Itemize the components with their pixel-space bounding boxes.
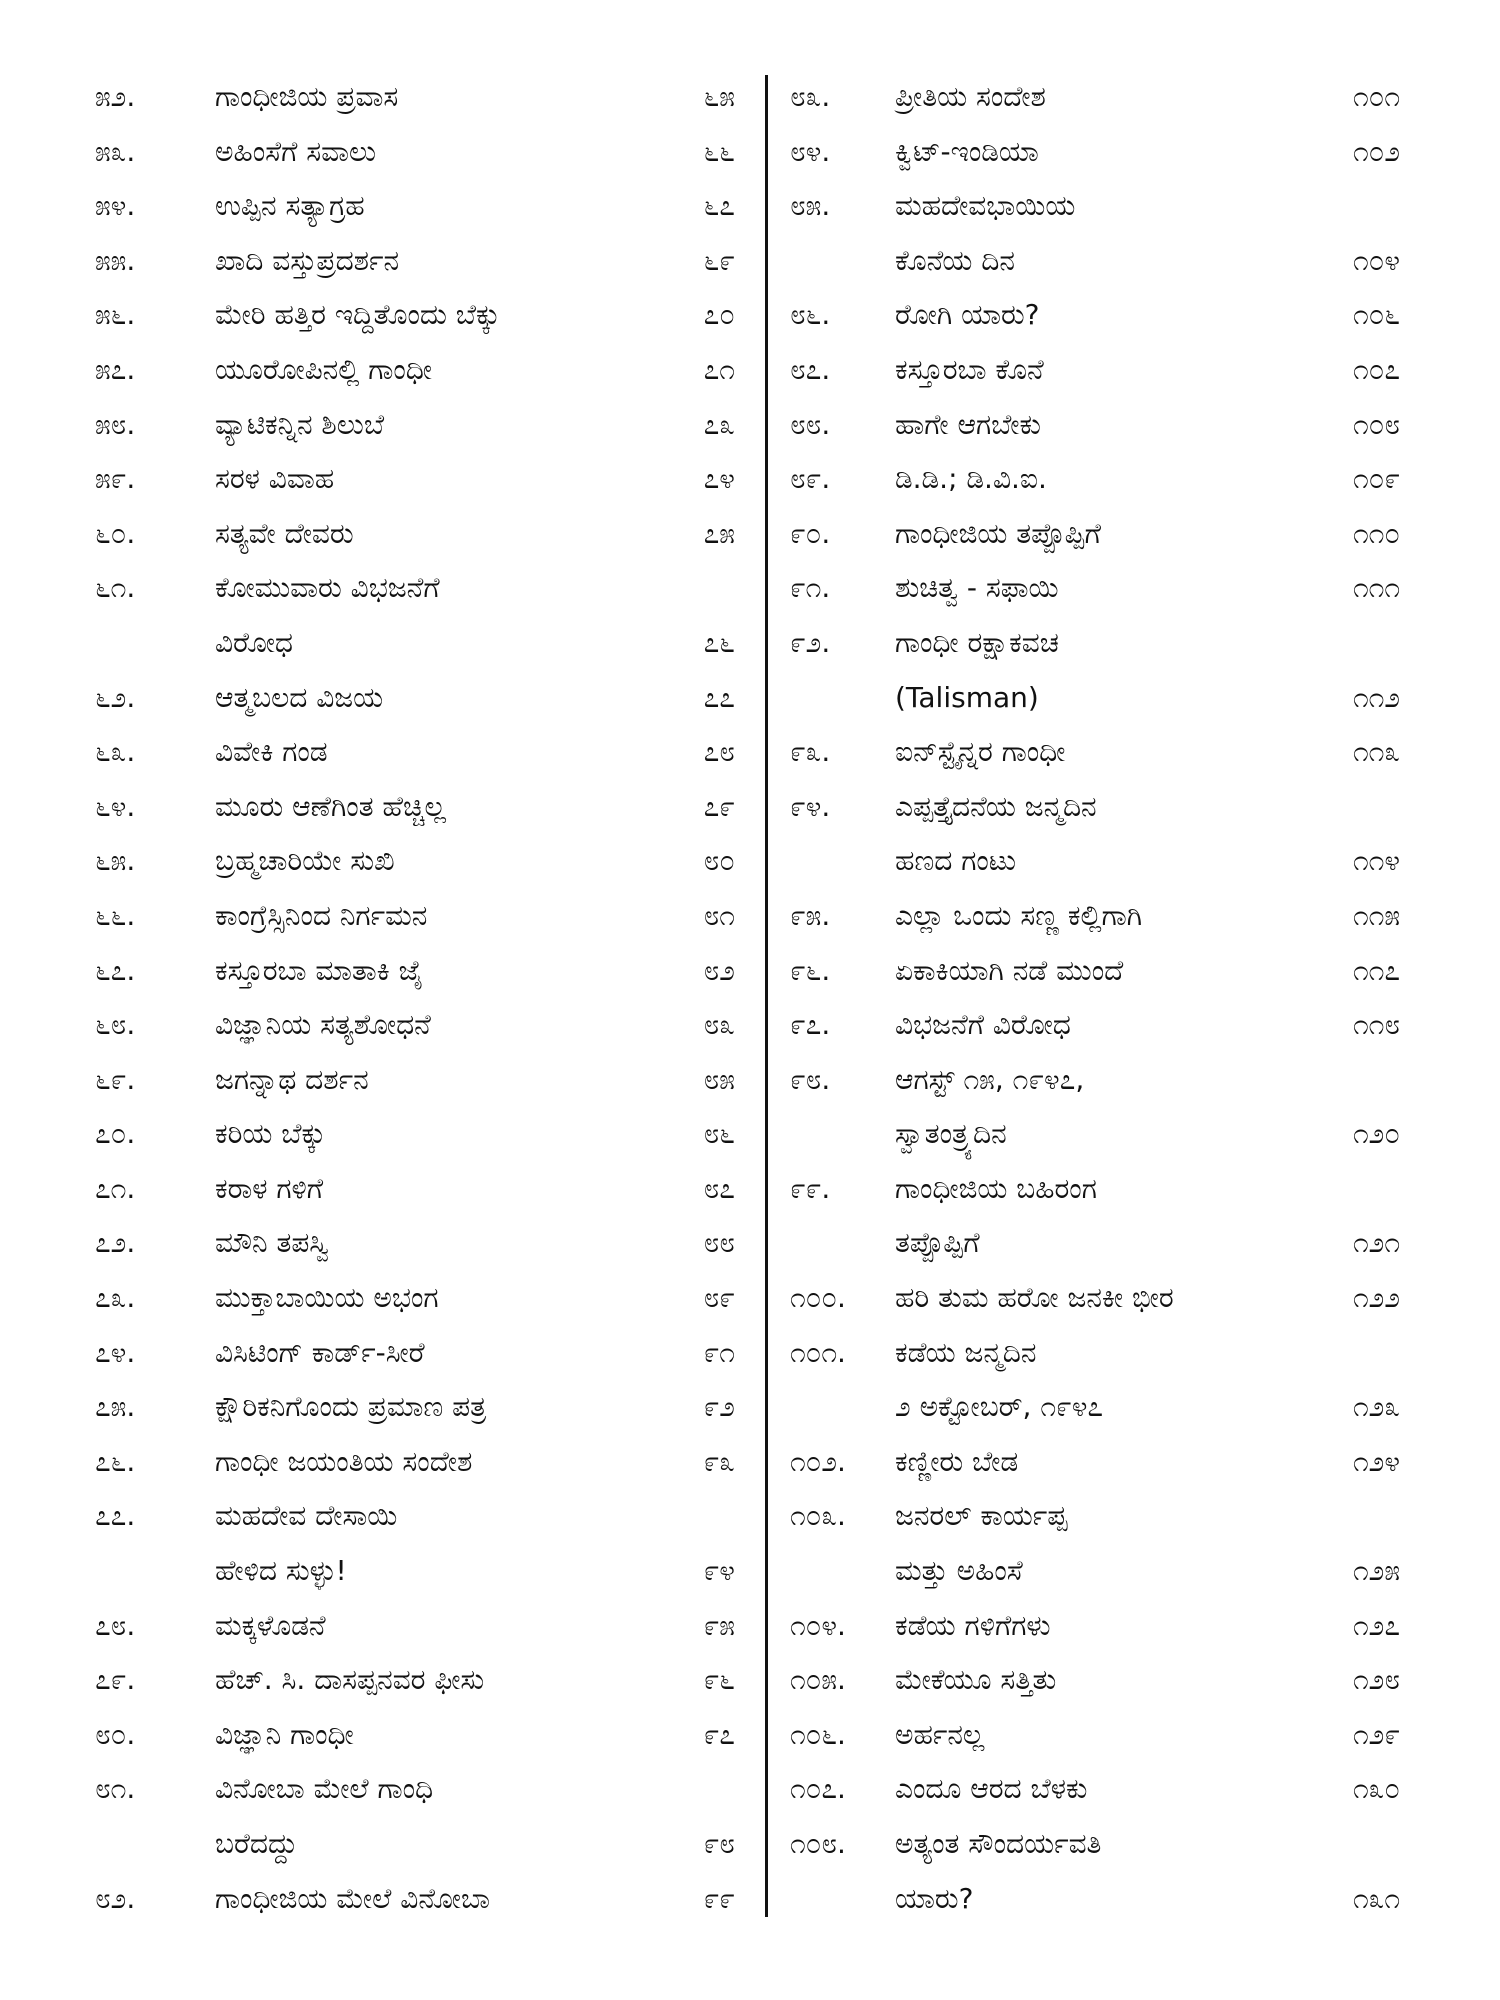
toc-entry-page: ೯೬: [703, 1663, 735, 1697]
toc-entry: [95, 452, 735, 507]
toc-entry: [95, 1053, 735, 1108]
toc-entry-page: ೯೭: [703, 1717, 735, 1751]
toc-entry: [790, 179, 1420, 234]
toc-entry: [95, 889, 735, 944]
toc-entry-title: ಉಪ್ಪಿನ ಸತ್ಯಾಗ್ರಹ: [215, 189, 365, 223]
toc-entry-number: ೭೧.: [95, 1171, 136, 1205]
toc-entry-title: ೨ ಅಕ್ಟೋಬರ್, ೧೯೪೭: [895, 1390, 1104, 1424]
toc-entry-number: ೧೦೦.: [790, 1281, 846, 1315]
toc-entry-title: ವಿಜ್ಞಾನಿ ಗಾಂಧೀ: [215, 1717, 354, 1751]
toc-entry: [790, 1489, 1420, 1544]
toc-entry: [790, 234, 1420, 289]
toc-entry-number: ೫೩.: [95, 134, 136, 168]
toc-entry-number: ೮೪.: [790, 134, 831, 168]
toc-entry-number: ೮೩.: [790, 80, 831, 113]
toc-right-column: [790, 70, 1420, 1926]
toc-entry-title: ಎಪ್ಪತ್ತೈದನೆಯ ಜನ್ಮದಿನ: [895, 789, 1097, 823]
toc-entry: [790, 1817, 1420, 1872]
toc-entry-title: ಕಸ್ತೂರಬಾ ಮಾತಾಕಿ ಜೈ: [215, 953, 424, 987]
toc-entry-page: ೧೦೪: [1352, 243, 1400, 277]
toc-entry: [95, 398, 735, 453]
toc-entry: [95, 671, 735, 726]
toc-entry-page: ೭೫: [703, 516, 735, 550]
toc-entry-page: ೧೩೧: [1352, 1881, 1400, 1915]
toc-entry-page: ೧೧೮: [1352, 1008, 1400, 1042]
toc-entry-page: ೧೧೨: [1352, 680, 1400, 714]
toc-entry-number: ೧೦೮.: [790, 1827, 846, 1860]
toc-entry-page: ೧೨೭: [1352, 1608, 1400, 1642]
toc-entry: [790, 452, 1420, 507]
toc-entry-number: ೬೨.: [95, 680, 136, 714]
toc-entry-title: ಏಕಾಕಿಯಾಗಿ ನಡೆ ಮುಂದೆ: [895, 953, 1124, 987]
toc-entry-page: ೧೨೩: [1352, 1390, 1400, 1424]
toc-entry: [790, 343, 1420, 398]
toc-entry-page: ೧೦೭: [1352, 352, 1400, 386]
toc-entry-title: ಕ್ಷೌರಿಕನಿಗೊಂದು ಪ್ರಮಾಣ ಪತ್ರ: [215, 1390, 487, 1424]
toc-entry-title: ಕಡೆಯ ಗಳಿಗೆಗಳು: [895, 1608, 1051, 1642]
toc-entry-title: ಕೊನೆಯ ದಿನ: [895, 243, 1015, 277]
toc-left-column: [95, 70, 735, 1926]
toc-entry-title: ಕಸ್ತೂರಬಾ ಕೊನೆ: [895, 352, 1044, 386]
toc-entry-page: ೮೨: [703, 953, 735, 987]
toc-entry: [790, 1053, 1420, 1108]
toc-entry-page: ೭೬: [703, 625, 735, 659]
toc-entry-page: ೬೭: [703, 189, 735, 223]
toc-entry-page: ೧೨೨: [1352, 1281, 1400, 1315]
toc-entry: [790, 1271, 1420, 1326]
toc-entry-page: ೭೦: [703, 298, 735, 332]
toc-entry: [790, 998, 1420, 1053]
toc-entry-title: ಹೆಚ್. ಸಿ. ದಾಸಪ್ಪನವರ ಫೀಸು: [215, 1663, 485, 1697]
toc-entry-number: ೯೯.: [790, 1171, 831, 1205]
toc-entry: [790, 561, 1420, 616]
toc-entry-page: ೯೨: [703, 1390, 735, 1424]
toc-entry-number: ೬೫.: [95, 844, 136, 878]
toc-entry-title: ಗಾಂಧೀ ರಕ್ಷಾಕವಚ: [895, 625, 1059, 659]
toc-entry: [95, 1162, 735, 1217]
toc-entry-title: ಶುಚಿತ್ವ - ಸಫಾಯಿ: [895, 571, 1059, 605]
toc-entry-page: ೧೦೮: [1352, 407, 1400, 441]
toc-entry-number: ೮೯.: [790, 462, 831, 496]
toc-entry-number: ೯೧.: [790, 571, 831, 605]
toc-entry: [790, 507, 1420, 562]
toc-entry: [790, 1162, 1420, 1217]
toc-entry-page: ೯೫: [703, 1608, 735, 1642]
toc-entry: [790, 1435, 1420, 1490]
toc-entry-title: ಡಿ.ಡಿ.; ಡಿ.ವಿ.ಐ.: [895, 462, 1047, 496]
toc-entry-title: ಕಾಂಗ್ರೆಸ್ಸಿನಿಂದ ನಿರ್ಗಮನ: [215, 898, 428, 932]
toc-entry-title: ಸರಳ ವಿವಾಹ: [215, 462, 335, 496]
toc-entry: [790, 1872, 1420, 1927]
toc-entry-number: ೫೬.: [95, 298, 136, 332]
toc-entry-title: ಯಾರು?: [895, 1881, 974, 1915]
toc-entry-title: ಯೂರೋಪಿನಲ್ಲಿ ಗಾಂಧೀ: [215, 352, 432, 386]
toc-entry: [790, 1708, 1420, 1763]
toc-entry-number: ೭೯.: [95, 1663, 136, 1697]
toc-entry-page: ೯೪: [703, 1554, 735, 1588]
toc-entry-title: ಹಾಗೇ ಆಗಬೇಕು: [895, 407, 1041, 441]
toc-entry-number: ೯೦.: [790, 516, 831, 550]
toc-entry-title: ವ್ಯಾಟಿಕನ್ನಿನ ಶಿಲುಬೆ: [215, 407, 385, 441]
toc-entry-page: ೧೨೯: [1352, 1717, 1400, 1751]
toc-entry-number: ೮೧.: [95, 1772, 136, 1806]
toc-entry-number: ೬೯.: [95, 1062, 136, 1096]
toc-entry-title: ವಿಭಜನೆಗೆ ವಿರೋಧ: [895, 1008, 1071, 1042]
toc-entry-title: ಮಹದೇವ ದೇಸಾಯಿ: [215, 1499, 398, 1533]
toc-entry-title: ರೋಗಿ ಯಾರು?: [895, 298, 1040, 332]
toc-entry-number: ೯೭.: [790, 1008, 831, 1042]
toc-entry-number: ೬೮.: [95, 1008, 136, 1042]
toc-entry-number: ೭೭.: [95, 1499, 136, 1533]
toc-entry-number: ೮೦.: [95, 1717, 136, 1751]
toc-entry-page: ೬೫: [703, 80, 735, 113]
toc-entry-page: ೭೯: [703, 789, 735, 823]
toc-entry-title: ಮೇಕೆಯೂ ಸತ್ತಿತು: [895, 1663, 1057, 1697]
toc-entry-title: ಕಣ್ಣೀರು ಬೇಡ: [895, 1444, 1019, 1478]
toc-entry-page: ೭೭: [703, 680, 735, 714]
toc-entry-page: ೮೫: [703, 1062, 735, 1096]
toc-entry-title: ಜನರಲ್ ಕಾರ್ಯಪ್ಪ: [895, 1499, 1068, 1533]
toc-entry-title: ಕರಾಳ ಗಳಿಗೆ: [215, 1171, 324, 1205]
toc-entry-page: ೧೦೨: [1352, 134, 1400, 168]
toc-entry-title: ಪ್ರೀತಿಯ ಸಂದೇಶ: [895, 80, 1046, 113]
toc-entry-number: ೬೧.: [95, 571, 136, 605]
toc-entry: [95, 1489, 735, 1544]
toc-entry-number: ೮೭.: [790, 352, 831, 386]
toc-entry: [95, 616, 735, 671]
toc-entry-page: ೮೮: [703, 1226, 735, 1260]
toc-entry-title: (Talisman): [895, 680, 1039, 714]
toc-entry: [95, 1435, 735, 1490]
toc-entry: [790, 616, 1420, 671]
toc-entry-title: ಮಹದೇವಭಾಯಿಯ: [895, 189, 1076, 223]
toc-entry-number: ೮೫.: [790, 189, 831, 223]
toc-entry-title: ಮುಕ್ತಾಬಾಯಿಯ ಅಭಂಗ: [215, 1281, 439, 1315]
toc-entry-page: ೧೨೮: [1352, 1663, 1400, 1697]
toc-entry-number: ೮೨.: [95, 1881, 136, 1915]
toc-entry: [95, 1544, 735, 1599]
toc-entry-number: ೬೪.: [95, 789, 136, 823]
toc-entry: [790, 125, 1420, 180]
toc-entry-page: ೮೩: [703, 1008, 735, 1042]
toc-entry-title: ಅರ್ಹನಲ್ಲ: [895, 1717, 985, 1751]
toc-entry-number: ೭೮.: [95, 1608, 136, 1642]
toc-entry: [95, 561, 735, 616]
toc-entry-page: ೮೭: [703, 1171, 735, 1205]
toc-entry-title: ಮೂರು ಆಣೆಗಿಂತ ಹೆಚ್ಚಿಲ್ಲ: [215, 789, 447, 823]
toc-entry-title: ಗಾಂಧೀಜಿಯ ಮೇಲೆ ವಿನೋಬಾ: [215, 1881, 490, 1915]
toc-entry-number: ೭೨.: [95, 1226, 136, 1260]
toc-entry-number: ೬೩.: [95, 735, 136, 769]
toc-entry: [790, 780, 1420, 835]
toc-entry-title: ಐನ್‌ಸ್ಟೈನ್ನರ ಗಾಂಧೀ: [895, 735, 1066, 769]
toc-entry: [790, 70, 1420, 125]
toc-entry-page: ೧೧೫: [1352, 898, 1400, 932]
toc-entry: [95, 834, 735, 889]
toc-entry-number: ೭೪.: [95, 1335, 136, 1369]
toc-entry-title: ಮೌನಿ ತಪಸ್ವಿ: [215, 1226, 330, 1260]
toc-entry-number: ೭೬.: [95, 1444, 136, 1478]
toc-entry-page: ೯೩: [703, 1444, 735, 1478]
toc-entry: [95, 1380, 735, 1435]
toc-entry-page: ೧೦೧: [1352, 80, 1400, 113]
toc-entry-title: ಹೇಳಿದ ಸುಳ್ಳು!: [215, 1554, 347, 1588]
toc-entry-title: ತಪ್ಪೊಪ್ಪಿಗೆ: [895, 1226, 980, 1260]
toc-entry: [95, 1817, 735, 1872]
toc-entry-title: ಎಲ್ಲಾ ಒಂದು ಸಣ್ಣ ಕಲ್ಲಿಗಾಗಿ: [895, 898, 1143, 932]
toc-entry: [790, 944, 1420, 999]
toc-entry-page: ೮೦: [703, 844, 735, 878]
toc-entry-number: ೧೦೭.: [790, 1772, 846, 1806]
toc-entry-number: ೫೪.: [95, 189, 136, 223]
toc-entry-page: ೬೬: [703, 134, 735, 168]
toc-entry-number: ೫೨.: [95, 80, 136, 113]
toc-entry-title: ಬ್ರಹ್ಮಚಾರಿಯೇ ಸುಖಿ: [215, 844, 395, 878]
toc-entry: [95, 1599, 735, 1654]
toc-entry: [790, 725, 1420, 780]
toc-entry: [95, 998, 735, 1053]
toc-entry-number: ೯೨.: [790, 625, 831, 659]
toc-entry-title: ವಿಜ್ಞಾನಿಯ ಸತ್ಯಶೋಧನೆ: [215, 1008, 431, 1042]
toc-entry: [790, 834, 1420, 889]
toc-entry-number: ೯೩.: [790, 735, 831, 769]
toc-entry-page: ೧೨೧: [1352, 1226, 1400, 1260]
toc-entry: [790, 1544, 1420, 1599]
toc-entry-number: ೧೦೪.: [790, 1608, 846, 1642]
toc-entry-page: ೬೯: [703, 243, 735, 277]
toc-entry: [790, 889, 1420, 944]
toc-entry-title: ವಿನೋಬಾ ಮೇಲೆ ಗಾಂಧಿ: [215, 1772, 434, 1806]
toc-entry: [95, 1326, 735, 1381]
toc-entry: [95, 1271, 735, 1326]
toc-entry-page: ೧೦೬: [1352, 298, 1400, 332]
toc-entry: [790, 1599, 1420, 1654]
toc-entry: [790, 398, 1420, 453]
toc-entry: [95, 944, 735, 999]
toc-entry-page: ೧೧೭: [1352, 953, 1400, 987]
toc-entry-number: ೧೦೩.: [790, 1499, 846, 1533]
toc-entry: [95, 288, 735, 343]
toc-entry-page: ೯೯: [703, 1881, 735, 1915]
toc-entry: [95, 234, 735, 289]
toc-entry: [95, 179, 735, 234]
toc-entry-title: ವಿಸಿಟಿಂಗ್ ಕಾರ್ಡ್-ಸೀರೆ: [215, 1335, 425, 1369]
toc-entry-page: ೧೦೯: [1352, 462, 1400, 496]
toc-entry-title: ಗಾಂಧೀಜಿಯ ಬಹಿರಂಗ: [895, 1171, 1097, 1205]
toc-entry: [95, 1708, 735, 1763]
toc-entry: [790, 1107, 1420, 1162]
toc-entry-page: ೧೧೧: [1352, 571, 1400, 605]
toc-entry-page: ೯೧: [703, 1335, 735, 1369]
toc-entry-number: ೯೮.: [790, 1062, 831, 1096]
toc-entry: [790, 288, 1420, 343]
toc-entry: [790, 671, 1420, 726]
toc-entry: [95, 780, 735, 835]
toc-entry-number: ೮೮.: [790, 407, 831, 441]
toc-entry-title: ಮತ್ತು ಅಹಿಂಸೆ: [895, 1554, 1023, 1588]
toc-entry: [95, 1216, 735, 1271]
toc-entry-title: ಸ್ವಾತಂತ್ರ್ಯದಿನ: [895, 1117, 1007, 1151]
toc-entry-number: ೮೬.: [790, 298, 831, 332]
toc-entry-page: ೮೬: [703, 1117, 735, 1151]
toc-entry-title: ಮಕ್ಕಳೊಡನೆ: [215, 1608, 326, 1642]
toc-entry-page: ೭೮: [703, 735, 735, 769]
toc-entry-number: ೫೭.: [95, 352, 136, 386]
toc-entry: [95, 1762, 735, 1817]
toc-entry-number: ೧೦೨.: [790, 1444, 846, 1478]
toc-entry: [95, 1653, 735, 1708]
toc-entry-number: ೫೫.: [95, 243, 136, 277]
toc-entry-page: ೭೪: [703, 462, 735, 496]
toc-entry-number: ೧೦೫.: [790, 1663, 846, 1697]
toc-entry-title: ಹಣದ ಗಂಟು: [895, 844, 1016, 878]
toc-entry: [95, 125, 735, 180]
toc-entry-page: ೮೯: [703, 1281, 735, 1315]
toc-entry-title: ಅಹಿಂಸೆಗೆ ಸವಾಲು: [215, 134, 377, 168]
toc-entry-number: ೬೭.: [95, 953, 136, 987]
toc-entry-number: ೭೦.: [95, 1117, 136, 1151]
toc-entry-page: ೧೨೫: [1352, 1554, 1400, 1588]
toc-entry: [790, 1380, 1420, 1435]
toc-entry-page: ೧೩೦: [1352, 1772, 1400, 1806]
toc-entry-title: ಜಗನ್ನಾಥ ದರ್ಶನ: [215, 1062, 369, 1096]
toc-entry: [95, 70, 735, 125]
toc-entry-number: ೭೩.: [95, 1281, 136, 1315]
toc-entry-page: ೧೧೩: [1352, 735, 1400, 769]
toc-entry-title: ಹರಿ ತುಮ ಹರೋ ಜನಕೀ ಭೀರ: [895, 1281, 1174, 1315]
toc-entry: [95, 343, 735, 398]
toc-entry-title: ವಿವೇಕಿ ಗಂಡ: [215, 735, 328, 769]
toc-entry-number: ೭೫.: [95, 1390, 136, 1424]
toc-entry: [790, 1216, 1420, 1271]
toc-entry-title: ಗಾಂಧೀಜಿಯ ಪ್ರವಾಸ: [215, 80, 399, 113]
toc-entry-page: ೧೧೦: [1352, 516, 1400, 550]
toc-entry-number: ೧೦೧.: [790, 1335, 846, 1369]
toc-entry-number: ೫೮.: [95, 407, 136, 441]
toc-entry: [95, 725, 735, 780]
toc-entry-number: ೫೯.: [95, 462, 136, 496]
column-divider: [765, 75, 768, 1917]
toc-entry-title: ಸತ್ಯವೇ ದೇವರು: [215, 516, 354, 550]
toc-entry-title: ಖಾದಿ ವಸ್ತುಪ್ರದರ್ಶನ: [215, 243, 400, 277]
toc-entry: [790, 1326, 1420, 1381]
toc-entry-page: ೧೨೦: [1352, 1117, 1400, 1151]
toc-entry-page: ೯೮: [703, 1827, 735, 1860]
toc-entry: [95, 507, 735, 562]
toc-entry-title: ವಿರೋಧ: [215, 625, 294, 659]
toc-entry-page: ೭೩: [703, 407, 735, 441]
toc-entry-title: ಕೋಮುವಾರು ವಿಭಜನೆಗೆ: [215, 571, 440, 605]
toc-entry-number: ೯೫.: [790, 898, 831, 932]
toc-entry-title: ಆತ್ಮಬಲದ ವಿಜಯ: [215, 680, 384, 714]
toc-entry: [95, 1872, 735, 1927]
toc-entry-page: ೮೧: [703, 898, 735, 932]
toc-entry-title: ಗಾಂಧೀ ಜಯಂತಿಯ ಸಂದೇಶ: [215, 1444, 473, 1478]
toc-entry-title: ಅತ್ಯಂತ ಸೌಂದರ್ಯವತಿ: [895, 1827, 1102, 1860]
toc-entry-title: ಮೇರಿ ಹತ್ತಿರ ಇದ್ದಿತೊಂದು ಬೆಕ್ಕು: [215, 298, 501, 332]
toc-entry-page: ೧೧೪: [1352, 844, 1400, 878]
toc-entry-title: ಎಂದೂ ಆರದ ಬೆಳಕು: [895, 1772, 1088, 1806]
toc-entry: [790, 1762, 1420, 1817]
toc-entry-title: ಆಗಸ್ಟ್ ೧೫, ೧೯೪೭,: [895, 1062, 1085, 1096]
toc-entry: [95, 1107, 735, 1162]
toc-entry-title: ಬರೆದದ್ದು: [215, 1827, 298, 1860]
toc-entry: [790, 1653, 1420, 1708]
toc-entry-page: ೧೨೪: [1352, 1444, 1400, 1478]
toc-entry-number: ೯೪.: [790, 789, 831, 823]
toc-entry-number: ೧೦೬.: [790, 1717, 846, 1751]
toc-entry-number: ೯೬.: [790, 953, 831, 987]
toc-entry-page: ೭೧: [703, 352, 735, 386]
toc-entry-title: ಕಡೆಯ ಜನ್ಮದಿನ: [895, 1335, 1037, 1369]
toc-entry-number: ೬೦.: [95, 516, 136, 550]
toc-entry-title: ಗಾಂಧೀಜಿಯ ತಪ್ಪೊಪ್ಪಿಗೆ: [895, 516, 1101, 550]
toc-entry-number: ೬೬.: [95, 898, 136, 932]
toc-entry-title: ಕ್ವಿಟ್-ಇಂಡಿಯಾ: [895, 134, 1039, 168]
toc-entry-title: ಕರಿಯ ಬೆಕ್ಕು: [215, 1117, 326, 1151]
